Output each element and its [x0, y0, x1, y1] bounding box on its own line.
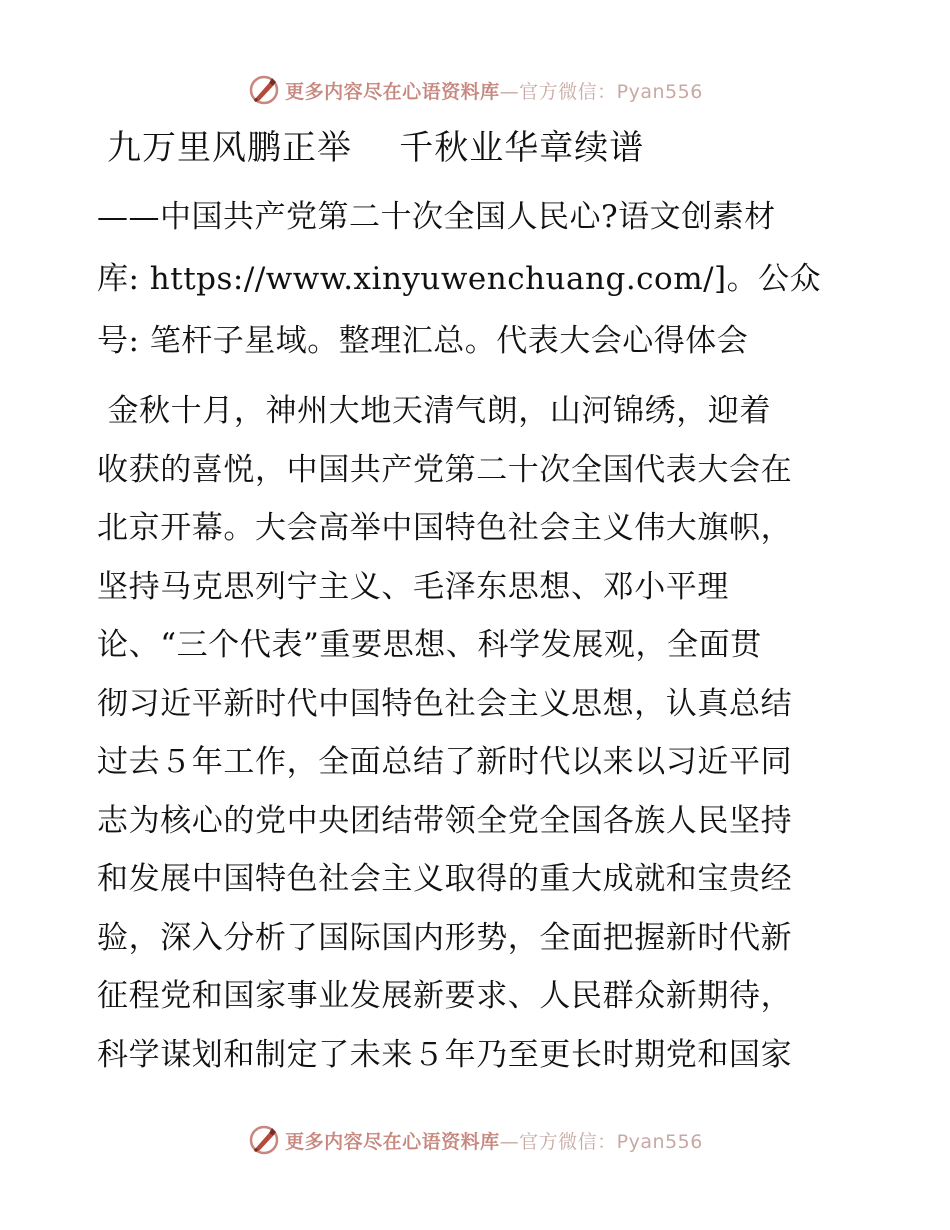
body-line: 验，深入分析了国际国内形势，全面把握新时代新 [97, 919, 793, 956]
body-line: 和发展中国特色社会主义取得的重大成就和宝贵经 [97, 861, 793, 897]
body-line: 志为核心的党中央团结带领全党全国各族人民坚持 [97, 802, 793, 839]
body-line: 征程党和国家事业发展新要求、人民群众新期待， [97, 978, 793, 1014]
watermark-text: 更多内容尽在心语资料库—官方微信：Pyan556 [285, 1130, 703, 1153]
body-line: 收获的喜悦，中国共产党第二十次全国代表大会在 [97, 451, 793, 488]
body-line: 北京开幕。大会高举中国特色社会主义伟大旗帜， [97, 510, 793, 546]
body-line: 金秋十月，神州大地天清气朗，山河锦绣，迎着 [97, 393, 772, 429]
pen-logo-icon [247, 1123, 281, 1157]
document-subtitle [97, 186, 857, 372]
watermark-text: 更多内容尽在心语资料库—官方微信：Pyan556 [285, 80, 703, 103]
body-line: 坚持马克思列宁主义、毛泽东思想、邓小平理 [97, 568, 729, 605]
document-body [97, 118, 857, 1084]
watermark-header [0, 70, 950, 110]
body-line: 过去５年工作，全面总结了新时代以来以习近平同 [97, 744, 793, 780]
body-line: 彻习近平新时代中国特色社会主义思想，认真总结 [97, 685, 793, 722]
subtitle-line: 库: https://www.xinyuwenchuang.com/]。公众 [97, 261, 822, 297]
body-line: 科学谋划和制定了未来５年乃至更长时期党和国家 [97, 1036, 793, 1073]
pen-logo-icon [247, 73, 281, 107]
subtitle-line: 号: 笔杆子星域。整理汇总。代表大会心得体会 [97, 323, 749, 359]
body-paragraph [97, 382, 857, 1084]
watermark-footer [0, 1120, 950, 1160]
body-line: 论、“三个代表”重要思想、科学发展观，全面贯 [97, 627, 762, 663]
subtitle-line: ——中国共产党第二十次全国人民心?语文创素材 [97, 199, 776, 235]
document-title: 九万里风鹏正举 千秋业华章续谱 [107, 128, 645, 168]
